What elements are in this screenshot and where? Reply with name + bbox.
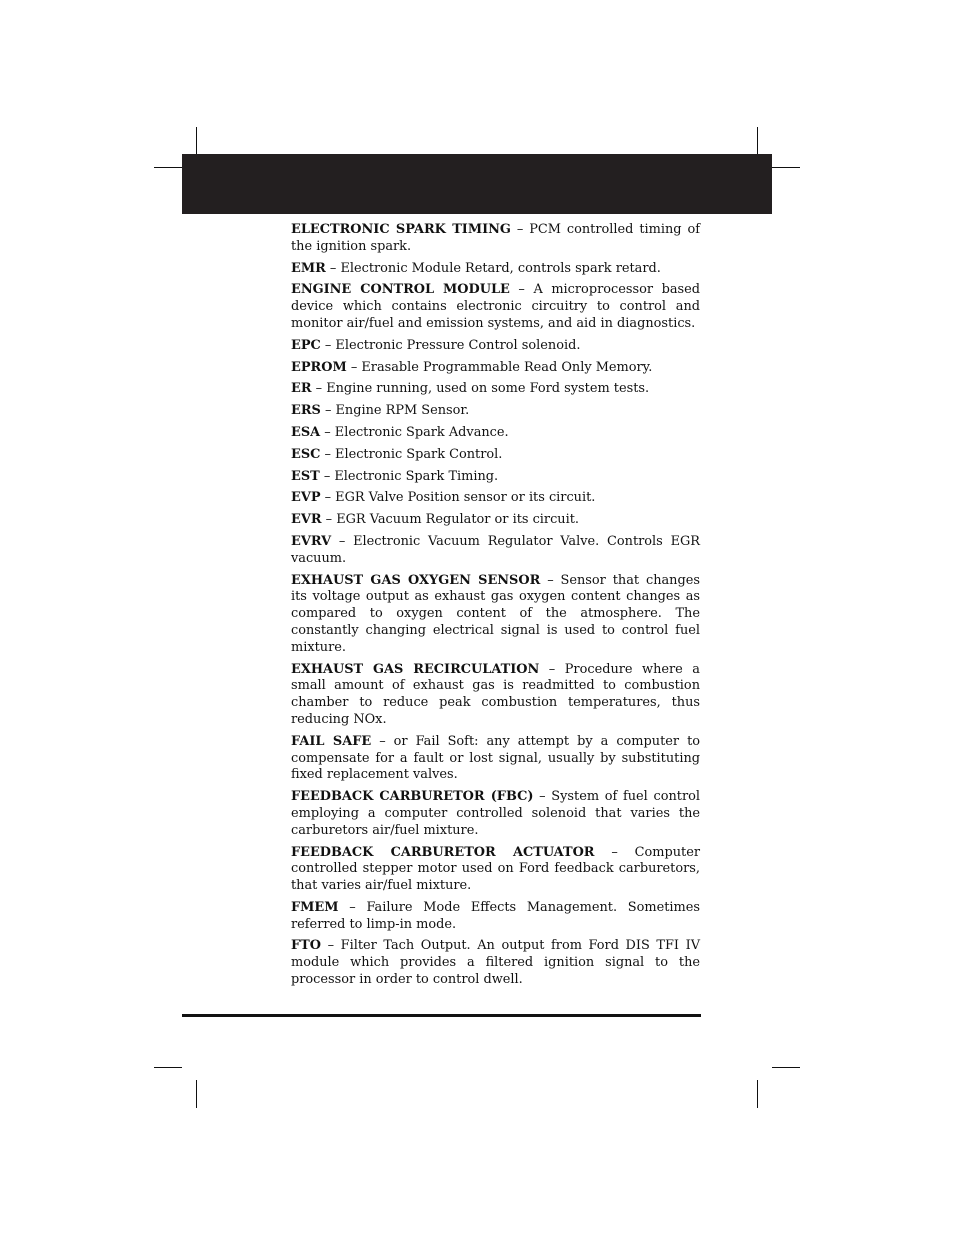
glossary-term: EVP [291, 490, 321, 506]
glossary-separator: – [540, 572, 561, 588]
glossary-entry [291, 403, 700, 420]
glossary-separator: – [539, 661, 565, 677]
glossary-definition: PCM controlled timing of the ignition spark. [291, 222, 701, 254]
crop-mark-bottom-right-vertical [757, 1080, 758, 1108]
glossary-entry [291, 360, 700, 377]
glossary-definition: Electronic Spark Advance. [334, 424, 509, 440]
glossary-term: FMEM [291, 899, 339, 915]
crop-mark-bottom-left-vertical [196, 1080, 197, 1108]
glossary-definition: Electronic Spark Timing. [334, 468, 499, 484]
glossary-term: EXHAUST GAS OXYGEN SENSOR [291, 572, 541, 588]
glossary-entry [291, 381, 700, 398]
glossary-entry [291, 261, 700, 278]
glossary-term: ER [291, 381, 312, 397]
glossary-entry [291, 662, 700, 729]
glossary-entry [291, 490, 700, 507]
crop-mark-top-left-vertical [196, 127, 197, 155]
glossary-term: EVR [291, 512, 322, 528]
glossary-term: FEEDBACK CARBURETOR (FBC) [291, 789, 534, 805]
glossary-term: EPROM [291, 359, 347, 375]
glossary-entry [291, 900, 700, 934]
glossary-entry [291, 338, 700, 355]
glossary-definition: Failure Mode Effects Management. Sometimes referred to limp-in mode. [291, 899, 701, 932]
glossary-separator: – [320, 337, 336, 353]
glossary-separator: – [319, 468, 335, 484]
glossary-definition: EGR Valve Position sensor or its circuit. [335, 490, 596, 506]
crop-mark-top-left-horizontal [154, 167, 182, 168]
glossary-definition: Sensor that changes its voltage output as exhaust gas oxygen content changes as compared to oxygen content of the atmosphere. The constantly changing electrical signal is used to control fuel mixture. [291, 572, 700, 655]
glossary-entry [291, 425, 700, 442]
glossary-entry [291, 734, 700, 784]
glossary-term: FEEDBACK CARBURETOR ACTUATOR [291, 844, 595, 860]
crop-mark-top-right-vertical [757, 127, 758, 155]
glossary-term: EMR [291, 260, 326, 276]
glossary-definition: A microprocessor based device which contains electronic circuitry to control and monitor air/fuel and emission systems, and aid in diagnostics. [291, 282, 700, 331]
glossary-term: FAIL SAFE [291, 733, 372, 749]
glossary-term: EPC [291, 337, 321, 353]
glossary-definition: Electronic Module Retard, controls spark retard. [340, 260, 661, 276]
glossary-separator: – [320, 424, 335, 440]
glossary-term: ENGINE CONTROL MODULE [291, 282, 510, 298]
glossary-entry [291, 447, 700, 464]
glossary-term: EVRV [291, 533, 332, 549]
glossary-separator: – [320, 446, 336, 462]
glossary-definition: Filter Tach Output. An output from Ford DIS TFI IV module which provides a filtered ignition signal to the processor in order to control dwell. [291, 938, 701, 988]
crop-mark-bottom-right-horizontal [772, 1067, 800, 1068]
glossary-separator: – [321, 512, 337, 528]
glossary-separator: – [331, 533, 354, 549]
glossary-separator: – [594, 844, 635, 860]
glossary-term: ELECTRONIC SPARK TIMING [291, 222, 511, 237]
glossary-entry [291, 789, 700, 839]
glossary-separator: – [510, 222, 530, 237]
glossary-separator: – [338, 899, 367, 915]
glossary-separator: – [325, 260, 341, 276]
crop-mark-top-right-horizontal [772, 167, 800, 168]
glossary-separator: – [320, 490, 336, 506]
glossary-definition: EGR Vacuum Regulator or its circuit. [336, 512, 580, 528]
glossary-term: ESA [291, 424, 321, 440]
glossary-term: ERS [291, 403, 321, 419]
glossary-definition: or Fail Soft: any attempt by a computer to compensate for a fault or lost signal, usually by substituting fixed replacement valves. [291, 733, 701, 783]
glossary-entry [291, 534, 700, 568]
glossary-separator: – [509, 282, 534, 298]
crop-mark-bottom-left-horizontal [154, 1067, 182, 1068]
glossary-definition: System of fuel control employing a computer controlled solenoid that varies the carburetors air/fuel mixture. [291, 789, 701, 838]
glossary-entry [291, 282, 700, 332]
glossary-separator: – [533, 789, 552, 805]
glossary-term: ESC [291, 446, 321, 462]
glossary-entry [291, 938, 700, 988]
glossary-definition: Electronic Spark Control. [335, 446, 503, 462]
glossary-definition: Engine RPM Sensor. [335, 403, 470, 419]
glossary-separator: – [371, 733, 394, 749]
glossary-separator: – [346, 359, 362, 375]
glossary-list [291, 222, 700, 994]
glossary-definition: Computer controlled stepper motor used on Ford feedback carburetors, that varies air/fuel mixture. [291, 844, 701, 894]
glossary-entry [291, 512, 700, 529]
glossary-definition: Engine running, used on some Ford system tests. [326, 381, 650, 397]
glossary-entry [291, 845, 700, 895]
glossary-entry [291, 573, 700, 657]
glossary-definition: Electronic Vacuum Regulator Valve. Controls EGR vacuum. [291, 533, 700, 566]
footer-rule [182, 1014, 701, 1017]
glossary-definition: Erasable Programmable Read Only Memory. [361, 359, 653, 375]
glossary-separator: – [311, 381, 327, 397]
glossary-definition: Procedure where a small amount of exhaust gas is readmitted to combustion chamber to reduce peak combustion temperatures, thus reducing NOx. [291, 661, 700, 727]
glossary-term: EST [291, 468, 320, 484]
glossary-term: FTO [291, 938, 321, 954]
glossary-separator: – [320, 403, 336, 419]
glossary-entry [291, 222, 700, 256]
glossary-entry [291, 469, 700, 486]
glossary-definition: Electronic Pressure Control solenoid. [335, 337, 581, 353]
glossary-separator: – [320, 938, 341, 954]
glossary-term: EXHAUST GAS RECIRCULATION [291, 661, 540, 677]
header-bar [182, 154, 772, 214]
